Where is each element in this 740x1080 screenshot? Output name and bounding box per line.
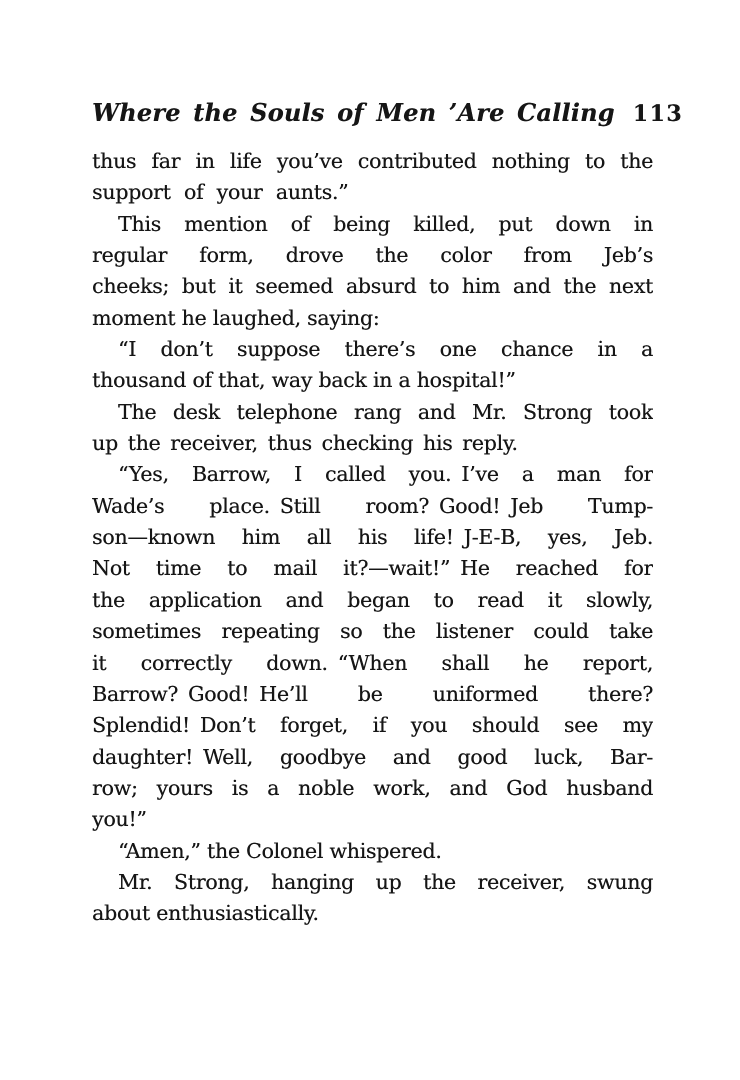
text-line: about enthusiastically. [92, 901, 319, 926]
text-line: son—known him all his life! J-E-B, yes, Jeb. [92, 525, 653, 550]
text-line: “Amen,” the Colonel whispered. [118, 838, 442, 863]
text-line: moment he laughed, saying: [92, 305, 380, 330]
text-line: thousand of that, way back in a hospital!” [92, 368, 516, 393]
text-line: Splendid! Don’t forget, if you should see my [92, 713, 653, 738]
text-line: you!” [92, 807, 147, 832]
text-line: Barrow? Good! He’ll be uniformed there? [92, 681, 653, 706]
text-line: cheeks; but it seemed absurd to him and the next [92, 274, 653, 299]
text-line: “I don’t suppose there’s one chance in a [118, 337, 653, 362]
page-number: 113 [632, 101, 684, 127]
text-line: row; yours is a noble work, and God husband [92, 775, 653, 800]
text-line: Not time to mail it?—wait!” He reached for [92, 556, 653, 581]
running-header [92, 98, 684, 127]
text-line: the application and began to read it slowly, [92, 587, 653, 612]
text-line: support of your aunts.” [92, 180, 349, 205]
text-line: This mention of being killed, put down in [118, 211, 653, 236]
text-line: Mr. Strong, hanging up the receiver, swung [118, 869, 653, 894]
text-line: daughter! Well, goodbye and good luck, Bar- [92, 744, 653, 769]
text-line: thus far in life you’ve contributed nothing to the [92, 149, 653, 173]
text-line: regular form, drove the color from Jeb’s [92, 243, 653, 268]
text-line: The desk telephone rang and Mr. Strong took [118, 399, 653, 424]
text-line: up the receiver, thus checking his reply. [92, 431, 518, 456]
text-line: Wade’s place. Still room? Good! Jeb Tump- [92, 493, 653, 518]
text-line: “Yes, Barrow, I called you. I’ve a man for [118, 462, 653, 487]
text-line: sometimes repeating so the listener could take [92, 619, 653, 644]
text-line: it correctly down. “When shall he report, [92, 650, 653, 675]
page-body [92, 146, 653, 930]
running-header-title: Where the Souls of Men ’Are Calling [92, 98, 615, 127]
